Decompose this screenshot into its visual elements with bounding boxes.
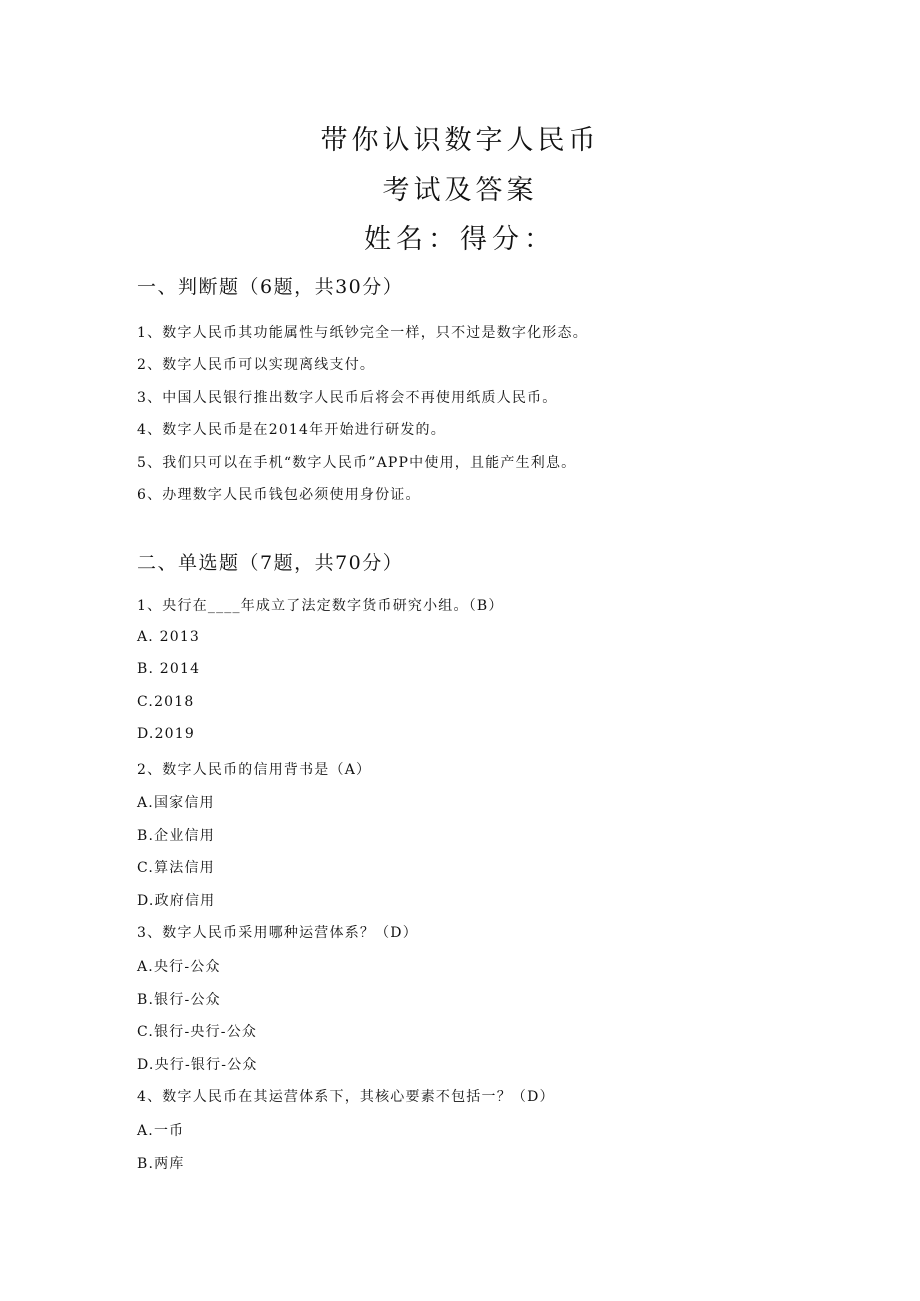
mc-q1-option-c: C.2018: [137, 694, 195, 710]
mc-q3-option-d: D.央行-银行-公众: [137, 1057, 258, 1073]
mc-q1-option-a: A. 2013: [137, 629, 201, 645]
mc-q3-option-b: B.银行-公众: [137, 992, 221, 1008]
tf-question-6: 6、办理数字人民币钱包必须使用身份证。: [137, 487, 421, 503]
tf-question-4: 4、数字人民币是在2014年开始进行研发的。: [137, 422, 446, 438]
tf-question-5: 5、我们只可以在手机“数字人民币”APP中使用，且能产生利息。: [137, 455, 577, 471]
section-single-choice-heading: 二、单选题（7题，共70分）: [137, 552, 404, 574]
mc-q2-option-d: D.政府信用: [137, 893, 216, 909]
mc-q4-option-a: A.一币: [137, 1123, 185, 1139]
tf-question-2: 2、数字人民币可以实现离线支付。: [137, 357, 376, 373]
section-true-false-heading: 一、判断题（6题，共30分）: [137, 276, 404, 298]
mc-q2-option-b: B.企业信用: [137, 828, 215, 844]
mc-question-3: 3、数字人民币采用哪种运营体系？（D）: [137, 925, 418, 941]
mc-question-2: 2、数字人民币的信用背书是（A）: [137, 762, 372, 778]
mc-q3-option-c: C.银行-央行-公众: [137, 1024, 258, 1040]
mc-q1-option-b: B. 2014: [137, 661, 201, 677]
tf-question-3: 3、中国人民银行推出数字人民币后将会不再使用纸质人民币。: [137, 390, 558, 406]
mc-q4-option-b: B.两库: [137, 1156, 185, 1172]
mc-q2-option-c: C.算法信用: [137, 860, 215, 876]
mc-question-1: 1、央行在____年成立了法定数字货币研究小组。（B）: [137, 598, 504, 614]
mc-question-4: 4、数字人民币在其运营体系下，其核心要素不包括一？（D）: [137, 1089, 555, 1105]
doc-subtitle: 考试及答案: [382, 175, 538, 206]
doc-title: 带你认识数字人民币: [320, 125, 600, 156]
mc-q3-option-a: A.央行-公众: [137, 959, 221, 975]
tf-question-1: 1、数字人民币其功能属性与纸钞完全一样，只不过是数字化形态。: [137, 325, 588, 341]
mc-q1-option-d: D.2019: [137, 726, 196, 742]
name-score-line: 姓名：得分：: [364, 224, 556, 255]
mc-q2-option-a: A.国家信用: [137, 795, 215, 811]
